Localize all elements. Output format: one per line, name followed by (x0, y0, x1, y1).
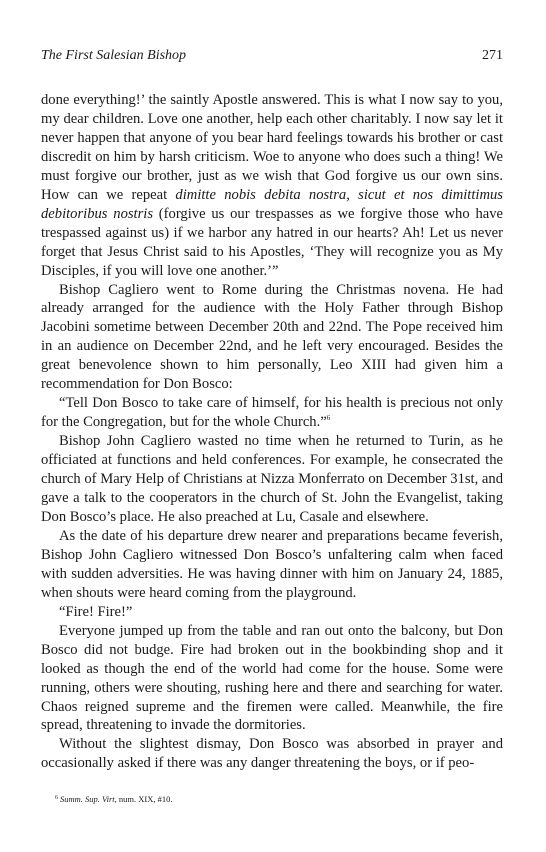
paragraph-1-text-b: (forgive us our trespasses as we forgive those who have trespassed against us) if we harbor any hatred in our hearts? Ah! Let us never forget that Jesus Christ said to his Apostles, ‘They will recognize you as My Disciples, if you will love one another.’” (41, 205, 503, 279)
footnote-text: , num. XIX, #10. (114, 794, 173, 804)
paragraph-8: Without the slightest dismay, Don Bosco was absorbed in prayer and occasionally asked if there was any danger threatening the boys, or if peo- (41, 736, 503, 772)
paragraph-3 (41, 394, 503, 432)
paragraph-2: Bishop Cagliero went to Rome during the Christmas novena. He had already arranged for the audience with the Holy Father through Bishop Jacobini sometime between December 20th and 22nd. The Pope received him in an audience on December 22nd, and he left very encouraged. Besides the great benevolence shown to him personally, Leo XIII had given him a recommendation for Don Bosco: (41, 281, 503, 393)
footnote-mark: 6 (55, 795, 58, 801)
paragraph-4: Bishop John Cagliero wasted no time when he returned to Turin, as he officiated at functions and held conferences. For example, he consecrated the church of Mary Help of Christians at Nizza Monferrato on December 31st, and gave a talk to the cooperators in the church of St. John the Evangelist, taking Don Bosco’s place. He also preached at Lu, Casale and elsewhere. (41, 433, 503, 525)
paragraph-1-text-a: done everything!’ the saintly Apostle answered. This is what I now say to you, my dear children. Love one another, help each other charitably. I now say let it never happen that anyone of you bear hard feelings towards his brother or cast discredit on him by harsh criticism. Woe to anyone who does such a thing! We must forgive our brother, just as we wish that God forgive us our own sins. How can we repeat (41, 92, 503, 203)
paragraph-5: As the date of his departure drew nearer and preparations became feverish, Bishop John Cagliero witnessed Don Bosco’s unfaltering calm when faced with sudden adversities. He was having dinner with him on January 24, 1885, when shouts were heard coming from the playground. (41, 527, 503, 601)
paragraph-3-text: “Tell Don Bosco to take care of himself, for his health is precious not only for the Congregation, but for the whole Church.” (41, 395, 503, 431)
book-title: The First Salesian Bishop (41, 48, 187, 63)
body-text (41, 91, 503, 773)
latin-quote: dimitte nobis debita nostra, sicut et nos dimittimus debitoribus nostris (41, 186, 503, 222)
footnote (55, 793, 172, 804)
paragraph-6: “Fire! Fire!” (59, 603, 133, 620)
running-head (41, 47, 503, 64)
paragraph-1 (41, 91, 503, 281)
book-page (41, 47, 503, 773)
page-number: 271 (482, 48, 503, 63)
footnote-reference: 6 (326, 414, 331, 423)
footnote-source: Summ. Sup. Virt (60, 794, 115, 804)
paragraph-7: Everyone jumped up from the table and ran out onto the balcony, but Don Bosco did not budge. Fire had broken out in the bookbinding shop and it looked as though the end of the world had come for the house. Some were running, others were shouting, rushing here and there and searching for water. Chaos reigned supreme and the firemen were called. Meanwhile, the fire spread, threatening to invade the dormitories. (41, 622, 503, 734)
